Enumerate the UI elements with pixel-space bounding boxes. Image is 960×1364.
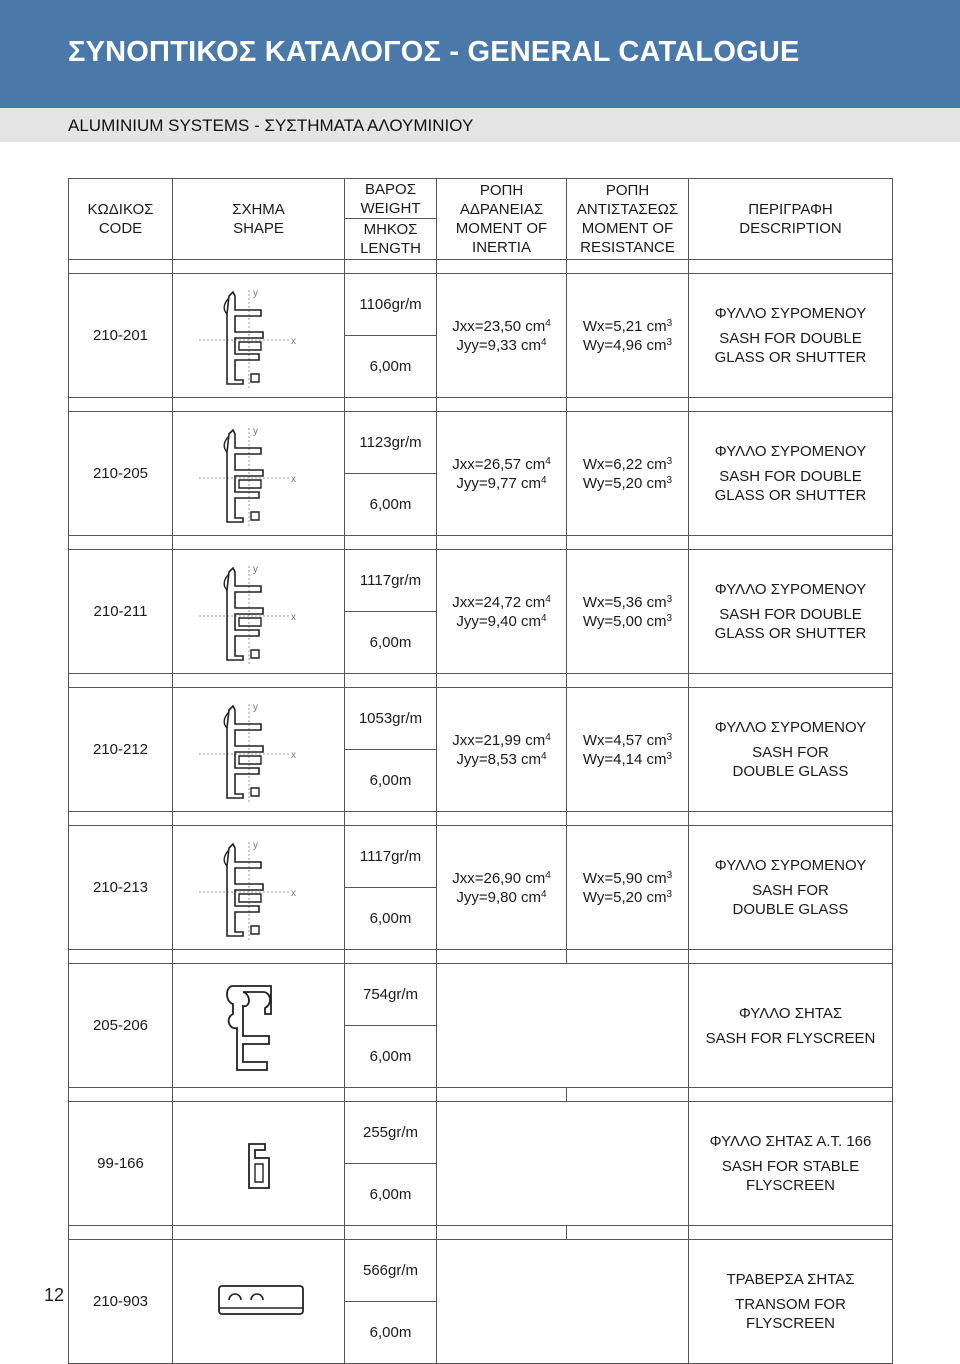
wy-value: Wy=4,14 bbox=[582, 750, 643, 768]
row-separator bbox=[69, 260, 893, 274]
profile-shape bbox=[173, 964, 345, 1088]
profile-code: 210-211 bbox=[69, 550, 173, 674]
description-line: ΦΥΛΛΟ ΣΥΡΟΜΕΝΟΥ bbox=[714, 857, 867, 874]
description-line: ΦΥΛΛΟ ΣΥΡΟΜΕΝΟΥ bbox=[714, 443, 867, 460]
table-row bbox=[69, 412, 893, 536]
col-inertia-header: ΡΟΠΗ ΑΔΡΑΝΕΙΑΣ MOMENT OF INERTIA bbox=[437, 179, 567, 260]
description-line: SASH FOR DOUBLE bbox=[719, 606, 862, 623]
wy-value: Wy=5,00 bbox=[582, 612, 643, 630]
row-separator bbox=[69, 950, 893, 964]
profile-description bbox=[689, 274, 893, 398]
length-header: ΜΗΚΟΣ bbox=[363, 221, 418, 238]
profile-description bbox=[689, 1102, 893, 1226]
description-line: ΦΥΛΛΟ ΣΥΡΟΜΕΝΟΥ bbox=[714, 719, 867, 736]
description-line: FLYSCREEN bbox=[746, 1315, 835, 1332]
profile-code: 210-205 bbox=[69, 412, 173, 536]
axis-y-label: y bbox=[252, 563, 258, 575]
description-line: ΦΥΛΛΟ ΣΥΡΟΜΕΝΟΥ bbox=[714, 305, 867, 322]
moment-of-resistance: Wx=4,57 $cm^3$ Wy=4,14 $cm^3$ bbox=[567, 688, 689, 812]
weight-length-cell bbox=[345, 688, 437, 812]
sash-profile-icon bbox=[199, 836, 319, 940]
profile-weight: 1106gr/m bbox=[345, 274, 436, 336]
col-description-header: ΠΕΡΙΓΡΑΦΗ DESCRIPTION bbox=[689, 179, 893, 260]
axis-x-label: x bbox=[290, 887, 296, 899]
catalogue-table bbox=[68, 178, 893, 1364]
description-line: ΦΥΛΛΟ ΣΗΤΑΣ Α.Τ. 166 bbox=[709, 1133, 872, 1150]
table-row bbox=[69, 1102, 893, 1226]
jxx-value: Jxx=26,90 bbox=[452, 869, 522, 887]
jyy-value: Jyy=9,77 bbox=[456, 474, 517, 492]
jyy-value: Jyy=9,40 bbox=[456, 612, 517, 630]
jxx-value: Jxx=24,72 bbox=[452, 593, 522, 611]
moment-of-inertia: Jxx=24,72 $cm^4$ Jyy=9,40 $cm^4$ bbox=[437, 550, 567, 674]
table-row bbox=[69, 964, 893, 1088]
sash-profile-icon bbox=[199, 284, 319, 388]
weight-header: ΒΑΡΟΣ bbox=[365, 180, 416, 198]
page-title: ΣΥΝΟΠΤΙΚΟΣ ΚΑΤΑΛΟΓΟΣ - GENERAL CATALOGUE bbox=[68, 36, 800, 68]
flyscreen-sash-small-profile-icon bbox=[199, 1112, 319, 1216]
moment-of-resistance: Wx=5,90 $cm^3$ Wy=5,20 $cm^3$ bbox=[567, 826, 689, 950]
description-line: DOUBLE GLASS bbox=[732, 763, 849, 780]
weight-length-cell bbox=[345, 826, 437, 950]
moment-of-inertia: Jxx=21,99 $cm^4$ Jyy=8,53 $cm^4$ bbox=[437, 688, 567, 812]
axis-x-label: x bbox=[290, 749, 296, 761]
description-line: GLASS OR SHUTTER bbox=[714, 487, 867, 504]
profile-weight: 1053gr/m bbox=[345, 688, 436, 750]
weight-length-cell bbox=[345, 1240, 437, 1364]
profile-shape bbox=[173, 1240, 345, 1364]
axis-y-label: y bbox=[252, 287, 258, 299]
empty-properties bbox=[437, 964, 689, 1088]
profile-description bbox=[689, 412, 893, 536]
profile-shape bbox=[173, 688, 345, 812]
row-separator bbox=[69, 674, 893, 688]
description-line: SASH FOR DOUBLE bbox=[719, 468, 862, 485]
row-separator bbox=[69, 812, 893, 826]
moment-of-resistance: Wx=5,36 $cm^3$ Wy=5,00 $cm^3$ bbox=[567, 550, 689, 674]
profile-weight: 754gr/m bbox=[345, 964, 436, 1026]
profile-description bbox=[689, 826, 893, 950]
profile-code: 205-206 bbox=[69, 964, 173, 1088]
moment-of-resistance: Wx=6,22 $cm^3$ Wy=5,20 $cm^3$ bbox=[567, 412, 689, 536]
jyy-value: Jyy=9,80 bbox=[456, 888, 517, 906]
wx-value: Wx=5,90 bbox=[582, 869, 643, 887]
description-line: ΤΡΑΒΕΡΣΑ ΣΗΤΑΣ bbox=[726, 1271, 855, 1288]
jyy-value: Jyy=9,33 bbox=[456, 336, 517, 354]
profile-code: 210-213 bbox=[69, 826, 173, 950]
sash-profile-icon bbox=[199, 698, 319, 802]
profile-weight: 1117gr/m bbox=[345, 550, 436, 612]
description-line: GLASS OR SHUTTER bbox=[714, 625, 867, 642]
row-separator bbox=[69, 398, 893, 412]
page-number: 12 bbox=[44, 1285, 65, 1305]
wx-value: Wx=4,57 bbox=[582, 731, 643, 749]
profile-code: 210-201 bbox=[69, 274, 173, 398]
subtitle-bar bbox=[0, 108, 960, 142]
profile-length: 6,00m bbox=[369, 1048, 412, 1065]
description-line: FLYSCREEN bbox=[746, 1177, 835, 1194]
profile-weight: 255gr/m bbox=[345, 1102, 436, 1164]
description-line: GLASS OR SHUTTER bbox=[714, 349, 867, 366]
table-row bbox=[69, 1240, 893, 1364]
weight-length-cell bbox=[345, 1102, 437, 1226]
profile-shape bbox=[173, 550, 345, 674]
profile-shape bbox=[173, 412, 345, 536]
empty-properties bbox=[437, 1240, 689, 1364]
profile-weight: 1123gr/m bbox=[345, 412, 436, 474]
page-subtitle: ALUMINIUM SYSTEMS - ΣΥΣΤΗΜΑΤΑ ΑΛΟΥΜΙΝΙΟΥ bbox=[68, 116, 474, 135]
profile-code: 99-166 bbox=[69, 1102, 173, 1226]
profile-length: 6,00m bbox=[369, 358, 412, 375]
description-line: SASH FOR bbox=[752, 744, 829, 761]
axis-y-label: y bbox=[252, 701, 258, 713]
profile-description bbox=[689, 964, 893, 1088]
wy-value: Wy=5,20 bbox=[582, 474, 643, 492]
profile-length: 6,00m bbox=[369, 496, 412, 513]
description-line: SASH FOR DOUBLE bbox=[719, 330, 862, 347]
row-separator bbox=[69, 1088, 893, 1102]
weight-length-cell bbox=[345, 964, 437, 1088]
profile-length: 6,00m bbox=[369, 910, 412, 927]
jyy-value: Jyy=8,53 bbox=[456, 750, 517, 768]
profile-code: 210-212 bbox=[69, 688, 173, 812]
sash-profile-icon bbox=[199, 560, 319, 664]
description-line: SASH FOR FLYSCREEN bbox=[705, 1029, 876, 1047]
jxx-value: Jxx=26,57 bbox=[452, 455, 522, 473]
profile-shape bbox=[173, 274, 345, 398]
weight-length-cell bbox=[345, 550, 437, 674]
moment-of-inertia: Jxx=26,57 $cm^4$ Jyy=9,77 $cm^4$ bbox=[437, 412, 567, 536]
description-line: ΦΥΛΛΟ ΣΥΡΟΜΕΝΟΥ bbox=[714, 581, 867, 598]
profile-shape bbox=[173, 1102, 345, 1226]
empty-properties bbox=[437, 1102, 689, 1226]
row-separator bbox=[69, 1226, 893, 1240]
wx-value: Wx=6,22 bbox=[582, 455, 643, 473]
col-code-header: ΚΩΔΙΚΟΣ CODE bbox=[69, 179, 173, 260]
flyscreen-sash-profile-icon bbox=[199, 974, 319, 1078]
jxx-value: Jxx=23,50 bbox=[452, 317, 522, 335]
jxx-value: Jxx=21,99 bbox=[452, 731, 522, 749]
profile-code: 210-903 bbox=[69, 1240, 173, 1364]
moment-of-inertia: Jxx=23,50 $cm^4$ Jyy=9,33 $cm^4$ bbox=[437, 274, 567, 398]
wy-value: Wy=4,96 bbox=[582, 336, 643, 354]
col-resistance-header: ΡΟΠΗ ΑΝΤΙΣΤΑΣΕΩΣ MOMENT OF RESISTANCE bbox=[567, 179, 689, 260]
axis-x-label: x bbox=[290, 335, 296, 347]
profile-length: 6,00m bbox=[369, 772, 412, 789]
weight-length-cell bbox=[345, 412, 437, 536]
wx-value: Wx=5,21 bbox=[582, 317, 643, 335]
profile-length: 6,00m bbox=[369, 1324, 412, 1341]
table-row bbox=[69, 688, 893, 812]
moment-of-inertia: Jxx=26,90 $cm^4$ Jyy=9,80 $cm^4$ bbox=[437, 826, 567, 950]
axis-y-label: y bbox=[252, 425, 258, 437]
description-line: TRANSOM FOR bbox=[735, 1296, 846, 1313]
profile-shape bbox=[173, 826, 345, 950]
description-line: SASH FOR STABLE bbox=[721, 1158, 860, 1175]
profile-length: 6,00m bbox=[369, 634, 412, 651]
profile-weight: 566gr/m bbox=[345, 1240, 436, 1302]
col-shape-header: ΣΧΗΜΑ SHAPE bbox=[173, 179, 345, 260]
table-row bbox=[69, 274, 893, 398]
weight-length-cell bbox=[345, 274, 437, 398]
profile-weight: 1117gr/m bbox=[345, 826, 436, 888]
axis-y-label: y bbox=[252, 839, 258, 851]
profile-length: 6,00m bbox=[369, 1186, 412, 1203]
table-row bbox=[69, 826, 893, 950]
axis-x-label: x bbox=[290, 611, 296, 623]
axis-x-label: x bbox=[290, 473, 296, 485]
row-separator bbox=[69, 536, 893, 550]
header-banner bbox=[0, 0, 960, 108]
col-weight-length-header: ΒΑΡΟΣ WEIGHT ΜΗΚΟΣ LENGTH bbox=[345, 179, 437, 260]
profile-description bbox=[689, 1240, 893, 1364]
moment-of-resistance: Wx=5,21 $cm^3$ Wy=4,96 $cm^3$ bbox=[567, 274, 689, 398]
sash-profile-icon bbox=[199, 422, 319, 526]
header-row bbox=[69, 179, 893, 260]
description-line: DOUBLE GLASS bbox=[732, 901, 849, 918]
profile-description bbox=[689, 688, 893, 812]
wy-value: Wy=5,20 bbox=[582, 888, 643, 906]
description-line: SASH FOR bbox=[752, 882, 829, 899]
description-line: ΦΥΛΛΟ ΣΗΤΑΣ bbox=[738, 1004, 843, 1022]
wx-value: Wx=5,36 bbox=[582, 593, 643, 611]
table-row bbox=[69, 550, 893, 674]
transom-profile-icon bbox=[199, 1250, 319, 1354]
profile-description bbox=[689, 550, 893, 674]
